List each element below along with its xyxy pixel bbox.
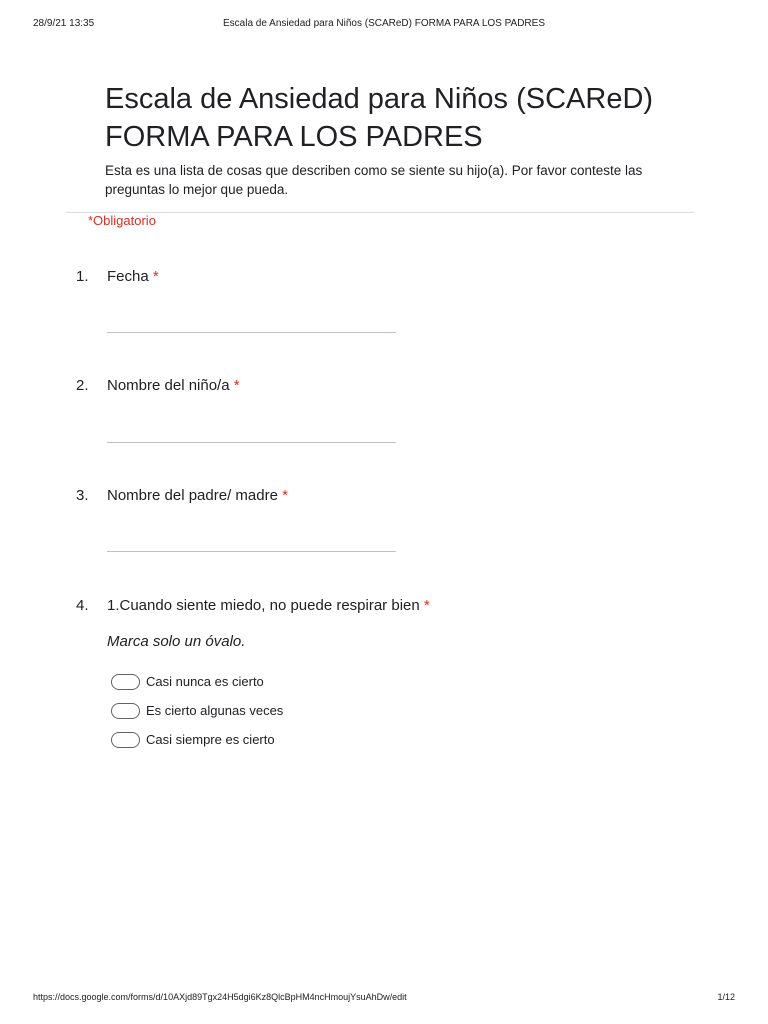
question-number: 4.: [76, 597, 89, 614]
question-label: [107, 597, 430, 614]
nombre-padre-input[interactable]: [107, 551, 396, 552]
print-header: [0, 18, 768, 32]
option-label: Casi nunca es cierto: [146, 674, 264, 689]
required-asterisk: *: [233, 377, 240, 394]
form-title-line2: FORMA PARA LOS PADRES: [105, 121, 483, 153]
radio-oval[interactable]: [111, 732, 140, 748]
page-number: 1/12: [717, 992, 735, 1002]
question-text: 1.Cuando siente miedo, no puede respirar bien: [107, 597, 420, 614]
question-label: [107, 377, 240, 394]
nombre-nino-input[interactable]: [107, 442, 396, 443]
print-url: https://docs.google.com/forms/d/10AXjd89Tgx24H5dgi6Kz8QlcBpHM4ncHmoujYsuAhDw/edit: [33, 992, 407, 1002]
required-asterisk: *: [423, 597, 430, 614]
option-label: Casi siempre es cierto: [146, 732, 275, 747]
required-asterisk: *: [282, 487, 288, 504]
question-text: Nombre del padre/ madre: [107, 487, 278, 504]
form-description: Esta es una lista de cosas que describen como se siente su hijo(a). Por favor conteste las preguntas lo mejor que pueda.: [105, 163, 643, 197]
print-document-title: Escala de Ansiedad para Niños (SCAReD) FORMA PARA LOS PADRES: [223, 18, 545, 29]
question-instruction: Marca solo un óvalo.: [107, 633, 246, 650]
question-number: 1.: [76, 268, 89, 285]
form-title-line1: Escala de Ansiedad para Niños (SCAReD): [105, 83, 654, 115]
question-label: [107, 487, 288, 504]
question-text: Nombre del niño/a: [107, 377, 230, 394]
radio-oval[interactable]: [111, 674, 140, 690]
form-title: [105, 80, 705, 156]
question-number: 3.: [76, 487, 89, 504]
required-note: *Obligatorio: [88, 213, 156, 228]
print-footer: [0, 992, 768, 1006]
question-label: [107, 268, 159, 285]
question-text: Fecha: [107, 268, 149, 285]
option-label: Es cierto algunas veces: [146, 703, 284, 718]
fecha-input[interactable]: [107, 332, 396, 333]
print-timestamp: 28/9/21 13:35: [33, 18, 95, 29]
required-asterisk: *: [152, 268, 159, 285]
question-number: 2.: [76, 377, 89, 394]
radio-oval[interactable]: [111, 703, 140, 719]
header-divider: [66, 212, 694, 213]
